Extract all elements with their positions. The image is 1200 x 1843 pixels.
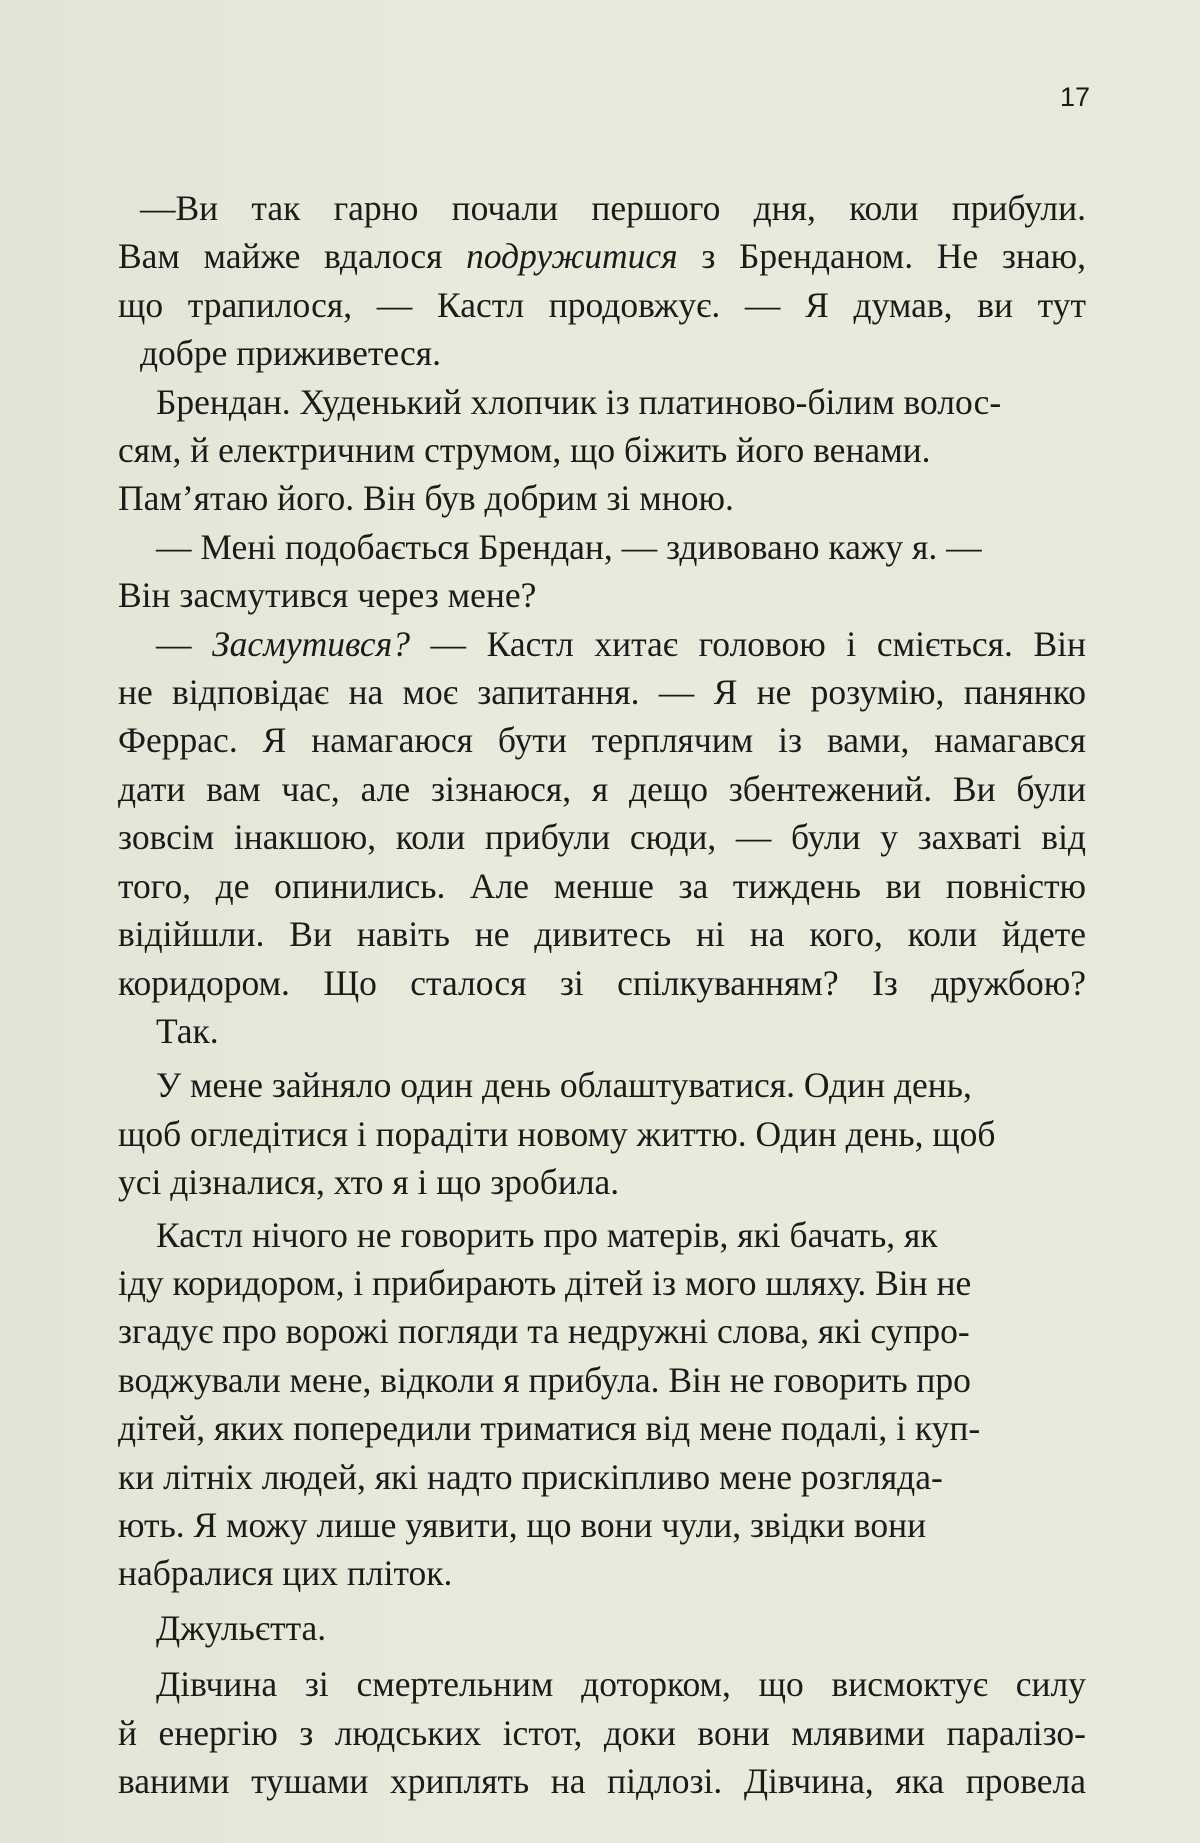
italic-word: Засмутився? <box>212 623 410 664</box>
text-line: Брендан. Худенький хлопчик із платиново-білим волос- <box>156 381 1002 422</box>
text-line: ють. Я можу лише уявити, що вони чули, звідки вони <box>118 1504 927 1545</box>
text-line: Джульєтта. <box>156 1607 327 1648</box>
text-line: набралися цих пліток. <box>118 1553 453 1594</box>
text-line: Дівчина зі смертельним доторком, що висмоктує силу <box>156 1664 1086 1705</box>
text-line: й енергію з людських істот, доки вони млявими паралізо- <box>118 1712 1086 1753</box>
page-body <box>118 184 1086 1805</box>
paragraph <box>118 1061 1086 1206</box>
paragraph <box>118 184 1086 378</box>
text-line: — Засмутився? — Кастл хитає головою і сміється. Він <box>156 623 1087 664</box>
page-number: 17 <box>1060 82 1091 112</box>
text-line: сям, й електричним струмом, що біжить його венами. <box>118 430 931 471</box>
text-line: що трапилося, — Кастл продовжує. — Я думав, ви тут <box>118 284 1086 325</box>
text-line: дітей, яких попередили триматися від мене подалі, і куп- <box>118 1408 981 1449</box>
text-line: добре приживетеся. <box>140 333 441 374</box>
text-line: дати вам час, але зізнаюся, я дещо збентежений. Ви були <box>118 768 1086 809</box>
text-line: згадує про ворожі погляди та недружні слова, які супро- <box>118 1311 970 1352</box>
paragraph <box>118 620 1086 1007</box>
text-line: ваними тушами хриплять на підлозі. Дівчина, яка провела <box>118 1761 1086 1801</box>
text-line: того, де опинились. Але менше за тиждень ви повністю <box>118 865 1086 906</box>
text-line: Вам майже вдалося подружитися з Бренданом. Не знаю, <box>118 236 1086 277</box>
italic-word: подружитися <box>466 236 678 277</box>
text-line: У мене зайняло один день облаштуватися. Один день, <box>156 1065 972 1106</box>
paragraph <box>118 523 1086 620</box>
text-line: щоб огледітися і порадіти новому життю. Один день, щоб <box>118 1113 996 1154</box>
text-line: Він засмутився через мене? <box>118 575 537 616</box>
text-line: Кастл нічого не говорить про матерів, які бачать, як <box>156 1214 938 1255</box>
text-line: воджували мене, відколи я прибула. Він не говорить про <box>118 1359 971 1400</box>
paragraph <box>118 1660 1086 1805</box>
text-line: коридором. Що сталося зі спілкуванням? Із дружбою? <box>118 962 1086 1003</box>
text-line: Пам’ятаю його. Він був добрим зі мною. <box>118 478 734 519</box>
paragraph <box>118 1604 1086 1652</box>
text-line: зовсім інакшою, коли прибули сюди, — були у захваті від <box>118 817 1086 858</box>
paragraph <box>118 1007 1086 1055</box>
text-line: —Ви так гарно почали першого дня, коли прибули. <box>140 188 1086 228</box>
text-line: відійшли. Ви навіть не дивитесь ні на кого, коли йдете <box>118 914 1086 955</box>
text-line: іду коридором, і прибирають дітей із мого шляху. Він не <box>118 1262 972 1303</box>
text-line: Так. <box>156 1010 219 1051</box>
paragraph <box>118 378 1086 523</box>
text-line: не відповідає на моє запитання. — Я не розумію, панянко <box>118 672 1086 713</box>
text-line: Феррас. Я намагаюся бути терплячим із вами, намагався <box>118 720 1086 761</box>
text-line: усі дізналися, хто я і що зробила. <box>118 1162 620 1203</box>
text-line: — Мені подобається Брендан, — здивовано кажу я. — <box>156 526 982 567</box>
text-line: ки літніх людей, які надто прискіпливо мене розгляда- <box>118 1456 943 1497</box>
paragraph <box>118 1211 1086 1598</box>
